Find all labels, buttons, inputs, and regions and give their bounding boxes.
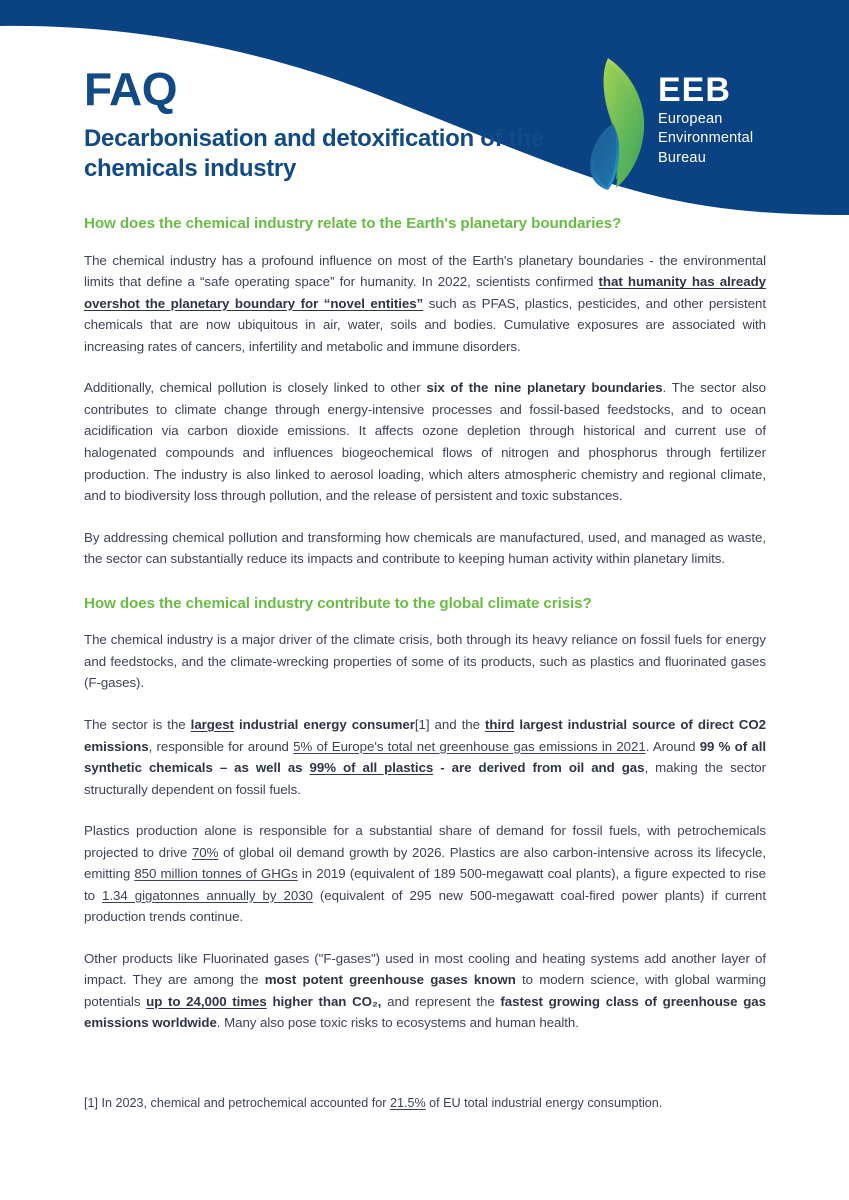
paragraph [84, 948, 766, 1034]
paragraph [84, 714, 766, 800]
text-run: and represent the [381, 993, 501, 1009]
title-block [84, 63, 564, 184]
text-run: and the [429, 717, 485, 732]
eeb-fullname-line1: European [658, 111, 723, 128]
text-run: , making the sector structurally dependent on fossil fuels. [84, 760, 766, 797]
section-heading-1: How does the chemical industry relate to the Earth's planetary boundaries? [84, 215, 622, 232]
text-run: industrial energy consumer [233, 717, 415, 732]
text-run: [1] [414, 717, 430, 732]
eeb-logo-text [658, 71, 754, 168]
text-run: six of the nine planetary boundaries [426, 380, 663, 396]
document-subtitle: Decarbonisation and detoxification of the chemicals industry [84, 125, 544, 182]
text-run: 850 million tonnes of GHGs [134, 866, 298, 882]
paragraph [84, 820, 766, 928]
text-run: most potent greenhouse gases known [264, 972, 516, 988]
text-run: , responsible for around [148, 738, 294, 754]
text-run: largest industrial source of direct CO2 emissions [84, 717, 766, 754]
text-run: 99% of all plastics [309, 760, 434, 776]
text-run: largest [190, 717, 234, 732]
text-run: [1] In 2023, chemical and petrochemical accounted for [84, 1096, 390, 1110]
text-run: The chemical industry is a major driver of the climate crisis, both through its heavy reliance on fossil fuels for energy and feedstocks, and the climate-wrecking properties of some of its products, such as plastics and fluorinated gases (F-gases). [84, 632, 766, 691]
text-run: 21.5% [389, 1096, 426, 1110]
paragraph [84, 377, 766, 506]
text-run: of EU total industrial energy consumption. [425, 1096, 663, 1110]
eeb-logo [586, 54, 836, 190]
paragraph [84, 629, 766, 694]
text-run: - are derived from oil and gas [433, 760, 645, 776]
text-run: fastest growing class of greenhouse gas emissions worldwide [84, 993, 766, 1031]
paragraph [84, 527, 766, 570]
text-run: such as PFAS, plastics, pesticides, and other persistent chemicals that are now ubiquitous in air, water, soils and bodies. Cumulative exposures are associated with increasing rates of cancers, infertility and metabolic and immune disorders. [84, 295, 766, 354]
text-run: . Around [645, 738, 700, 754]
text-run: Plastics production alone is responsible for a substantial share of demand for fossil fuels, with petrochemicals projected to drive [84, 823, 766, 860]
text-run: . The sector also contributes to climate change through energy-intensive processes and fossil-based feedstocks, and to ocean acidification via carbon dioxide emissions. It affects ozone depletion through historical and current use of halogenated compounds and influences biogeochemical flows of nitrogen and phosphorus through fertilizer production. The industry is also linked to aerosol loading, which alters atmospheric chemistry and regional climate, and to biodiversity loss through pollution, and the release of persistent and toxic substances. [84, 380, 767, 504]
text-run: 70% [191, 844, 219, 860]
footnote-1 [84, 1094, 766, 1113]
text-run: higher than CO₂, [266, 993, 382, 1009]
text-run: 5% of Europe's total net greenhouse gas emissions in 2021 [293, 738, 646, 754]
document-body [84, 214, 766, 1034]
eeb-fullname-line3: Bureau [658, 149, 706, 166]
page-header [0, 0, 849, 215]
text-run: third [485, 717, 515, 732]
text-run: . Many also pose toxic risks to ecosystems and human health. [216, 1015, 579, 1031]
text-run: The sector is the [84, 717, 191, 732]
page-title: FAQ [84, 63, 178, 115]
text-run: in 2019 (equivalent of 189 500-megawatt coal plants), a figure expected to rise to [84, 866, 766, 903]
text-run: to modern science, with global warming potentials [84, 972, 766, 1009]
text-run: 1.34 gigatonnes annually by 2030 [102, 887, 313, 903]
text-run: 99 % of all synthetic chemicals – as well as [84, 738, 766, 776]
text-run: The chemical industry has a profound influence on most of the Earth's planetary boundaries - the environmental limits that define a “safe operating space” for humanity. In 2022, scientists confirmed [84, 252, 766, 290]
eeb-acronym: EEB [658, 71, 731, 109]
eeb-leaf-logo-icon [586, 54, 652, 190]
text-run: By addressing chemical pollution and transforming how chemicals are manufactured, used, and managed as waste, the sector can substantially reduce its impacts and contribute to keeping human activity within planetary limits. [84, 529, 766, 567]
text-run: Other products like Fluorinated gases ("F-gases") used in most cooling and heating systems add another layer of impact. They are among the [84, 950, 766, 988]
paragraph [84, 250, 766, 358]
text-run: that humanity has already overshot the planetary boundary for “novel entities” [84, 274, 767, 311]
section-heading-2: How does the chemical industry contribute to the global climate crisis? [84, 594, 592, 612]
text-run: of global oil demand growth by 2026. Plastics are also carbon-intensive across its lifecycle, emitting [84, 844, 766, 882]
text-run: Additionally, chemical pollution is closely linked to other [84, 380, 427, 396]
text-run: up to 24,000 times [146, 993, 267, 1009]
eeb-fullname-line2: Environmental [658, 130, 754, 147]
text-run: (equivalent of 295 new 500-megawatt coal-fired power plants) if current production trends continue. [84, 887, 766, 925]
